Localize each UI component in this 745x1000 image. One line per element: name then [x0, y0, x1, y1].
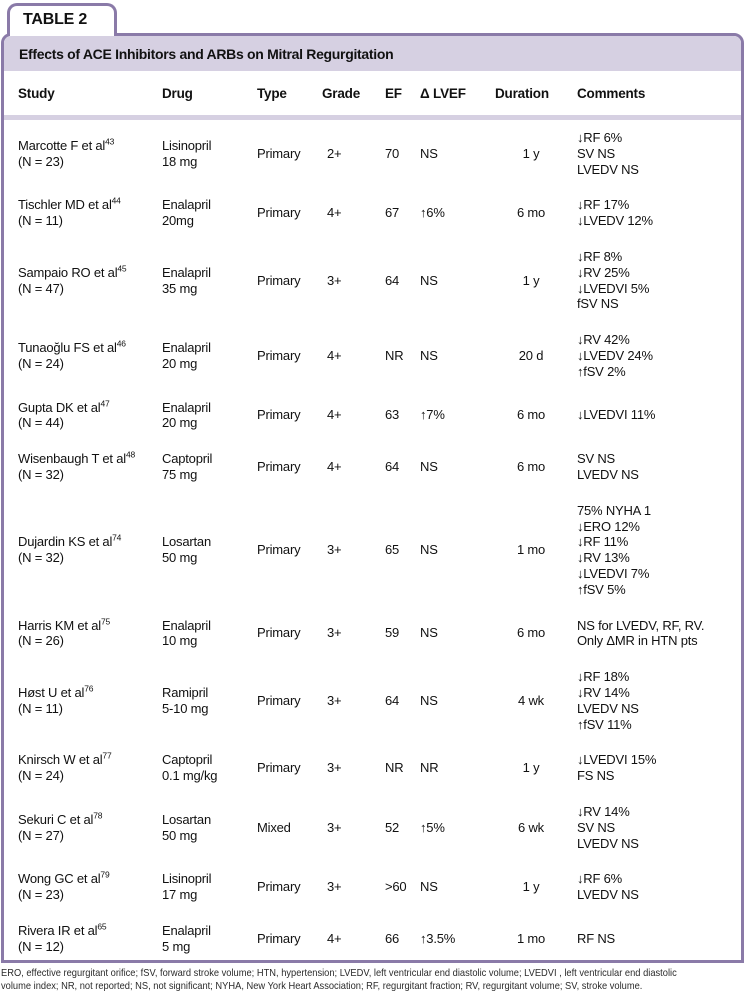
cell-duration: 1 mo	[516, 930, 546, 946]
cell-duration: 6 mo	[516, 407, 546, 423]
cell-comments: ↓RF 6% SV NS LVEDV NS	[577, 130, 639, 177]
cell-drug: Enalapril 20 mg	[162, 399, 211, 431]
cell-duration: 20 d	[518, 347, 544, 363]
cell-ef: 66	[385, 930, 400, 946]
table-body	[4, 120, 741, 963]
cell-study: Wong GC et $al^{79}$ (N = 23)	[18, 869, 110, 903]
cell-type: Primary	[257, 930, 301, 946]
cell-comments: 75% NYHA 1 ↓ERO 12% ↓RF 11% ↓RV 13% ↓LVEDVI 7% ↑fSV 5%	[577, 502, 651, 597]
cell-grade: 3+	[327, 692, 342, 708]
cell-drug: Losartan 50 mg	[162, 534, 211, 566]
cell-drug: Captopril 75 mg	[162, 451, 213, 482]
footnote-line-1: ERO, effective regurgitant orifice; fSV, forward stroke volume; HTN, hypertension; LVEDV, left ventricular end diastolic volume; LVEDVI , left ventricular end diastolic	[1, 968, 677, 979]
cell-delta-lvef: NS	[420, 692, 438, 708]
cell-duration: 6 wk	[518, 819, 544, 835]
cell-duration: 6 mo	[516, 205, 546, 221]
cell-comments: ↓RV 42% ↓LVEDV 24% ↑fSV 2%	[577, 332, 653, 379]
cell-ef: NR	[385, 347, 404, 363]
cell-grade: 4+	[327, 459, 342, 475]
cell-grade: 4+	[327, 205, 342, 221]
table-row	[4, 322, 741, 389]
cell-delta-lvef: NS	[420, 542, 438, 558]
cell-grade: 3+	[327, 625, 342, 641]
table-row	[4, 187, 741, 239]
cell-study: Knirsch W et $al^{77}$ (N = 24)	[18, 750, 112, 784]
cell-type: Primary	[257, 459, 301, 475]
footnote	[1, 967, 745, 993]
col-header-type: Type	[257, 85, 287, 101]
col-header-study: Study	[18, 85, 55, 101]
col-header-comments: Comments	[577, 85, 646, 101]
col-header-drug: Drug	[162, 85, 193, 101]
reference-superscript: 44	[111, 196, 121, 207]
cell-delta-lvef: ↑3.5%	[420, 930, 456, 946]
cell-delta-lvef: NS	[420, 145, 438, 161]
reference-superscript: 76	[84, 683, 94, 694]
table-row	[4, 913, 741, 963]
cell-ef: 64	[385, 459, 400, 475]
cell-study: Harris KM et $al^{75}$ (N = 26)	[18, 616, 111, 649]
cell-comments: ↓RV 14% SV NS LVEDV NS	[577, 803, 639, 851]
cell-grade: 4+	[327, 407, 342, 423]
cell-study: Wisenbaugh T et $al^{48}$ (N = 32)	[18, 449, 135, 482]
col-header-ef: EF	[385, 85, 402, 101]
cell-grade: 3+	[327, 760, 342, 776]
cell-grade: 3+	[327, 272, 342, 288]
table-row	[4, 120, 741, 187]
cell-grade: 4+	[327, 347, 342, 363]
cell-delta-lvef: NS	[420, 879, 438, 895]
reference-superscript: 46	[116, 338, 126, 349]
table-row	[4, 742, 741, 794]
cell-duration: 1 mo	[516, 542, 546, 558]
cell-study: Dujardin KS et $al^{74}$ (N = 32)	[18, 533, 122, 566]
cell-delta-lvef: ↑5%	[420, 819, 445, 835]
cell-type: Primary	[257, 205, 301, 221]
cell-ef: 67	[385, 205, 400, 221]
cell-delta-lvef: NR	[420, 760, 439, 776]
table-row	[4, 493, 741, 608]
cell-ef: 64	[385, 692, 400, 708]
footnote-line-2: volume index; NR, not reported; NS, not significant; NYHA, New York Heart Association; RF, regurgitant fraction; RV, regurgitant volume; SV, stroke volume.	[1, 981, 643, 992]
cell-comments: ↓RF 8% ↓RV 25% ↓LVEDVI 5% fSV NS	[577, 248, 650, 312]
cell-type: Primary	[257, 625, 301, 641]
table-number-label: TABLE 2	[23, 11, 88, 28]
cell-comments: ↓RF 17% ↓LVEDV 12%	[577, 197, 653, 229]
reference-superscript: 45	[117, 263, 127, 274]
cell-type: Primary	[257, 272, 301, 288]
cell-drug: Lisinopril 18 mg	[162, 137, 212, 169]
cell-study: Gupta DK et $al^{47}$ (N = 44)	[18, 398, 110, 431]
cell-type: Primary	[257, 879, 301, 895]
cell-grade: 2+	[327, 145, 342, 161]
cell-drug: Ramipril 5-10 mg	[162, 684, 209, 716]
cell-ef: 70	[385, 145, 400, 161]
cell-type: Primary	[257, 692, 301, 708]
col-header-grade: Grade	[322, 85, 361, 101]
reference-superscript: 75	[100, 616, 111, 627]
cell-duration: 4 wk	[518, 692, 544, 708]
cell-duration: 1 y	[522, 879, 540, 895]
cell-study: Marcotte F et $al^{43}$ (N = 23)	[18, 136, 115, 169]
cell-drug: Enalapril 5 mg	[162, 922, 211, 954]
cell-grade: 3+	[327, 542, 342, 558]
reference-superscript: 74	[112, 533, 122, 544]
cell-duration: 6 mo	[516, 459, 546, 475]
cell-comments: ↓RF 18% ↓RV 14% LVEDV NS ↑fSV 11%	[577, 669, 639, 732]
reference-superscript: 65	[97, 921, 107, 932]
reference-superscript: 48	[125, 449, 135, 460]
cell-delta-lvef: NS	[420, 459, 438, 475]
cell-grade: 4+	[327, 930, 342, 946]
table-row	[4, 608, 741, 660]
cell-ef: 52	[385, 819, 400, 835]
cell-drug: Captopril 0.1 mg/kg	[162, 752, 218, 784]
cell-type: Mixed	[257, 819, 291, 835]
cell-grade: 3+	[327, 819, 342, 835]
table-row	[4, 794, 741, 861]
cell-comments: ↓LVEDVI 15% FS NS	[577, 752, 657, 784]
cell-ef: 65	[385, 542, 400, 558]
cell-drug: Losartan 50 mg	[162, 811, 211, 843]
cell-delta-lvef: ↑6%	[420, 205, 445, 221]
cell-drug: Enalapril 35 mg	[162, 264, 211, 296]
cell-ef: 59	[385, 625, 400, 641]
table-row	[4, 239, 741, 322]
cell-type: Primary	[257, 347, 301, 363]
table-number-tab	[7, 3, 117, 36]
col-header-delta-lvef: Δ LVEF	[420, 85, 466, 101]
cell-comments: RF NS	[577, 930, 616, 946]
cell-comments: SV NS LVEDV NS	[577, 451, 639, 482]
cell-comments: ↓LVEDVI 11%	[577, 407, 656, 423]
cell-drug: Lisinopril 17 mg	[162, 871, 212, 903]
table-row	[4, 441, 741, 493]
table-row	[4, 659, 741, 742]
cell-drug: Enalapril 10 mg	[162, 617, 211, 649]
cell-ef: >60	[385, 879, 407, 895]
cell-duration: 1 y	[522, 760, 540, 776]
cell-delta-lvef: NS	[420, 625, 438, 641]
cell-ef: NR	[385, 760, 404, 776]
reference-superscript: 47	[100, 398, 110, 409]
table-title: Effects of ACE Inhibitors and ARBs on Mitral Regurgitation	[19, 45, 394, 62]
cell-grade: 3+	[327, 879, 342, 895]
cell-drug: Enalapril 20mg	[162, 197, 211, 229]
table-title-bar	[4, 36, 741, 71]
reference-superscript: 43	[105, 136, 115, 147]
col-header-duration: Duration	[495, 85, 549, 101]
cell-study: Høst U et $al^{76}$ (N = 11)	[18, 683, 94, 716]
cell-delta-lvef: ↑7%	[420, 407, 445, 423]
cell-study: Tischler MD et $al^{44}$ (N = 11)	[18, 196, 121, 229]
reference-superscript: 79	[100, 869, 110, 880]
cell-duration: 1 y	[522, 145, 540, 161]
cell-drug: Enalapril 20 mg	[162, 340, 211, 371]
cell-study: Sekuri C et $al^{78}$ (N = 27)	[18, 810, 103, 843]
cell-delta-lvef: NS	[420, 272, 438, 288]
cell-type: Primary	[257, 542, 301, 558]
cell-study: Rivera IR et $al^{65}$ (N = 12)	[18, 921, 107, 954]
cell-comments: NS for LVEDV, RF, RV. Only ΔMR in HTN pts	[577, 617, 705, 649]
reference-superscript: 78	[93, 810, 103, 821]
cell-duration: 1 y	[522, 272, 540, 288]
cell-delta-lvef: NS	[420, 347, 438, 363]
cell-type: Primary	[257, 407, 301, 423]
cell-ef: 64	[385, 272, 400, 288]
cell-type: Primary	[257, 145, 301, 161]
reference-superscript: 77	[102, 750, 112, 761]
table-row	[4, 861, 741, 913]
cell-ef: 63	[385, 407, 400, 423]
table-row	[4, 390, 741, 442]
cell-study: Sampaio RO et $al^{45}$ (N = 47)	[18, 263, 127, 296]
cell-comments: ↓RF 6% LVEDV NS	[577, 871, 639, 903]
cell-study: Tunaoğlu FS et $al^{46}$ (N = 24)	[18, 338, 126, 371]
column-header-row	[4, 71, 741, 115]
table-container	[1, 33, 744, 963]
cell-duration: 6 mo	[516, 625, 546, 641]
cell-type: Primary	[257, 760, 301, 776]
